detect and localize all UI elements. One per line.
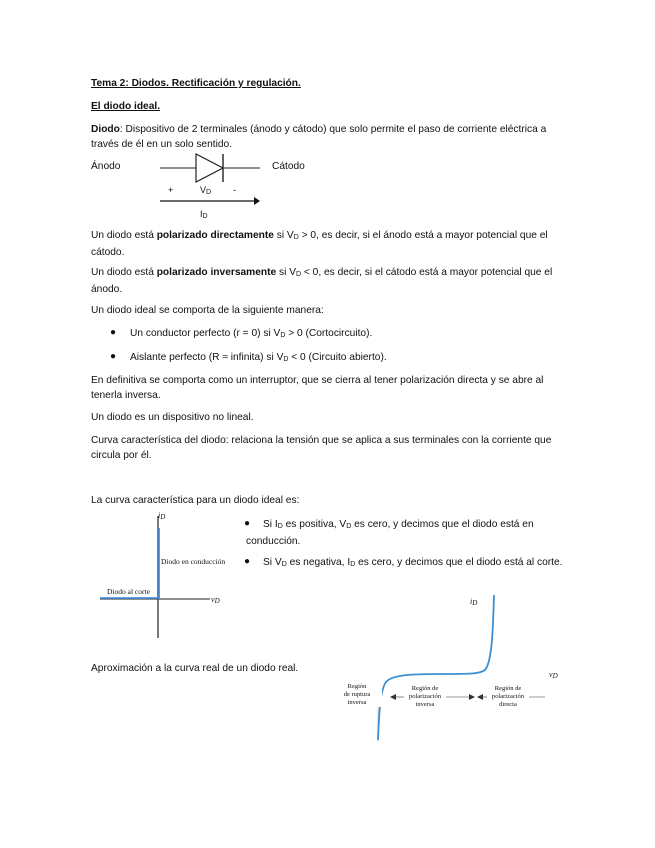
curve-paragraph: Curva característica del diodo: relaciona la tensión que se aplica a sus terminales con la corriente que circula por él. <box>91 435 552 461</box>
plus-sign: + <box>168 185 174 195</box>
bullet-insulator: Aislante perfecto (R ≈ infinita) si $V_D < 0$ (Circuito abierto). <box>130 352 387 363</box>
region-breakdown-label: Región de ruptura inversa <box>332 683 382 707</box>
arrow-left <box>477 694 483 700</box>
arrow-left <box>390 694 396 700</box>
region-direct-label: Región de polarización directa <box>487 685 529 709</box>
current-arrow-head <box>254 197 260 205</box>
switch-paragraph: En definitiva se comporta como un interruptor, que se cierra al tener polarización directa y se abre al tenerla inversa. <box>91 375 544 401</box>
ideal-y-label: $i_D$ <box>158 511 166 521</box>
reverse-bias-paragraph: Un diodo está polarizado inversamente si $V_D < 0$, es decir, si el cátodo está a mayor potencial que el ánodo. <box>91 267 553 295</box>
behavior-paragraph: Un diodo ideal se comporta de la siguiente manera: <box>91 305 324 316</box>
cathode-label: Cátodo <box>272 161 305 172</box>
definition-term: Diodo <box>91 124 120 135</box>
bullet-conductor: Un conductor perfecto (r = 0) si $V_D > 0$ (Cortocircuito). <box>130 328 373 339</box>
diode-triangle <box>196 154 223 182</box>
ideal-curve-intro: La curva característica para un diodo ideal es: <box>91 495 300 506</box>
id-label: $I_D$ <box>200 209 208 220</box>
ideal-bullet-conduction: Si $I_D$ es positiva, $V_D$ es cero, y decimos que el diodo está en conducción. <box>246 519 534 547</box>
section-subtitle: El diodo ideal. <box>91 101 161 112</box>
ideal-bullet-cutoff: Si $V_D$ es negativa, $I_D$ es cero, y decimos que el diodo está al corte. <box>263 557 563 568</box>
page-title: Tema 2: Diodos. Rectificación y regulación. <box>91 78 301 89</box>
direct-bias-paragraph: Un diodo está polarizado directamente si $V_D > 0$, es decir, si el ánodo está a mayor potencial que el cátodo. <box>91 230 548 258</box>
real-y-label: $i_D$ <box>470 597 478 607</box>
real-curve <box>378 595 494 740</box>
minus-sign: - <box>233 185 236 195</box>
anode-label: Ánodo <box>91 161 121 172</box>
bullet-dot: ● <box>110 351 117 362</box>
nonlinear-paragraph: Un diodo es un dispositivo no lineal. <box>91 412 254 423</box>
region-reverse-label: Región de polarización inversa <box>404 685 446 709</box>
bullet-dot: ● <box>244 556 251 567</box>
ideal-off-label: Diodo al corte <box>107 587 150 596</box>
ideal-curve-graph <box>98 508 238 640</box>
definition-text: : Dispositivo de 2 terminales (ánodo y cátodo) que solo permite el paso de corriente eléctrica a través de él en un solo sentido. <box>91 124 547 150</box>
ideal-x-label: $v_D$ <box>211 595 220 605</box>
bullet-dot: ● <box>244 518 251 529</box>
ideal-on-label: Diodo en conducción <box>161 557 226 566</box>
real-x-label: $v_D$ <box>549 670 558 680</box>
bullet-dot: ● <box>110 327 117 338</box>
real-curve-graph <box>330 590 565 745</box>
approx-paragraph: Aproximación a la curva real de un diodo real. <box>91 663 299 674</box>
arrow-right <box>469 694 475 700</box>
vd-label: $V_D$ <box>200 185 212 196</box>
